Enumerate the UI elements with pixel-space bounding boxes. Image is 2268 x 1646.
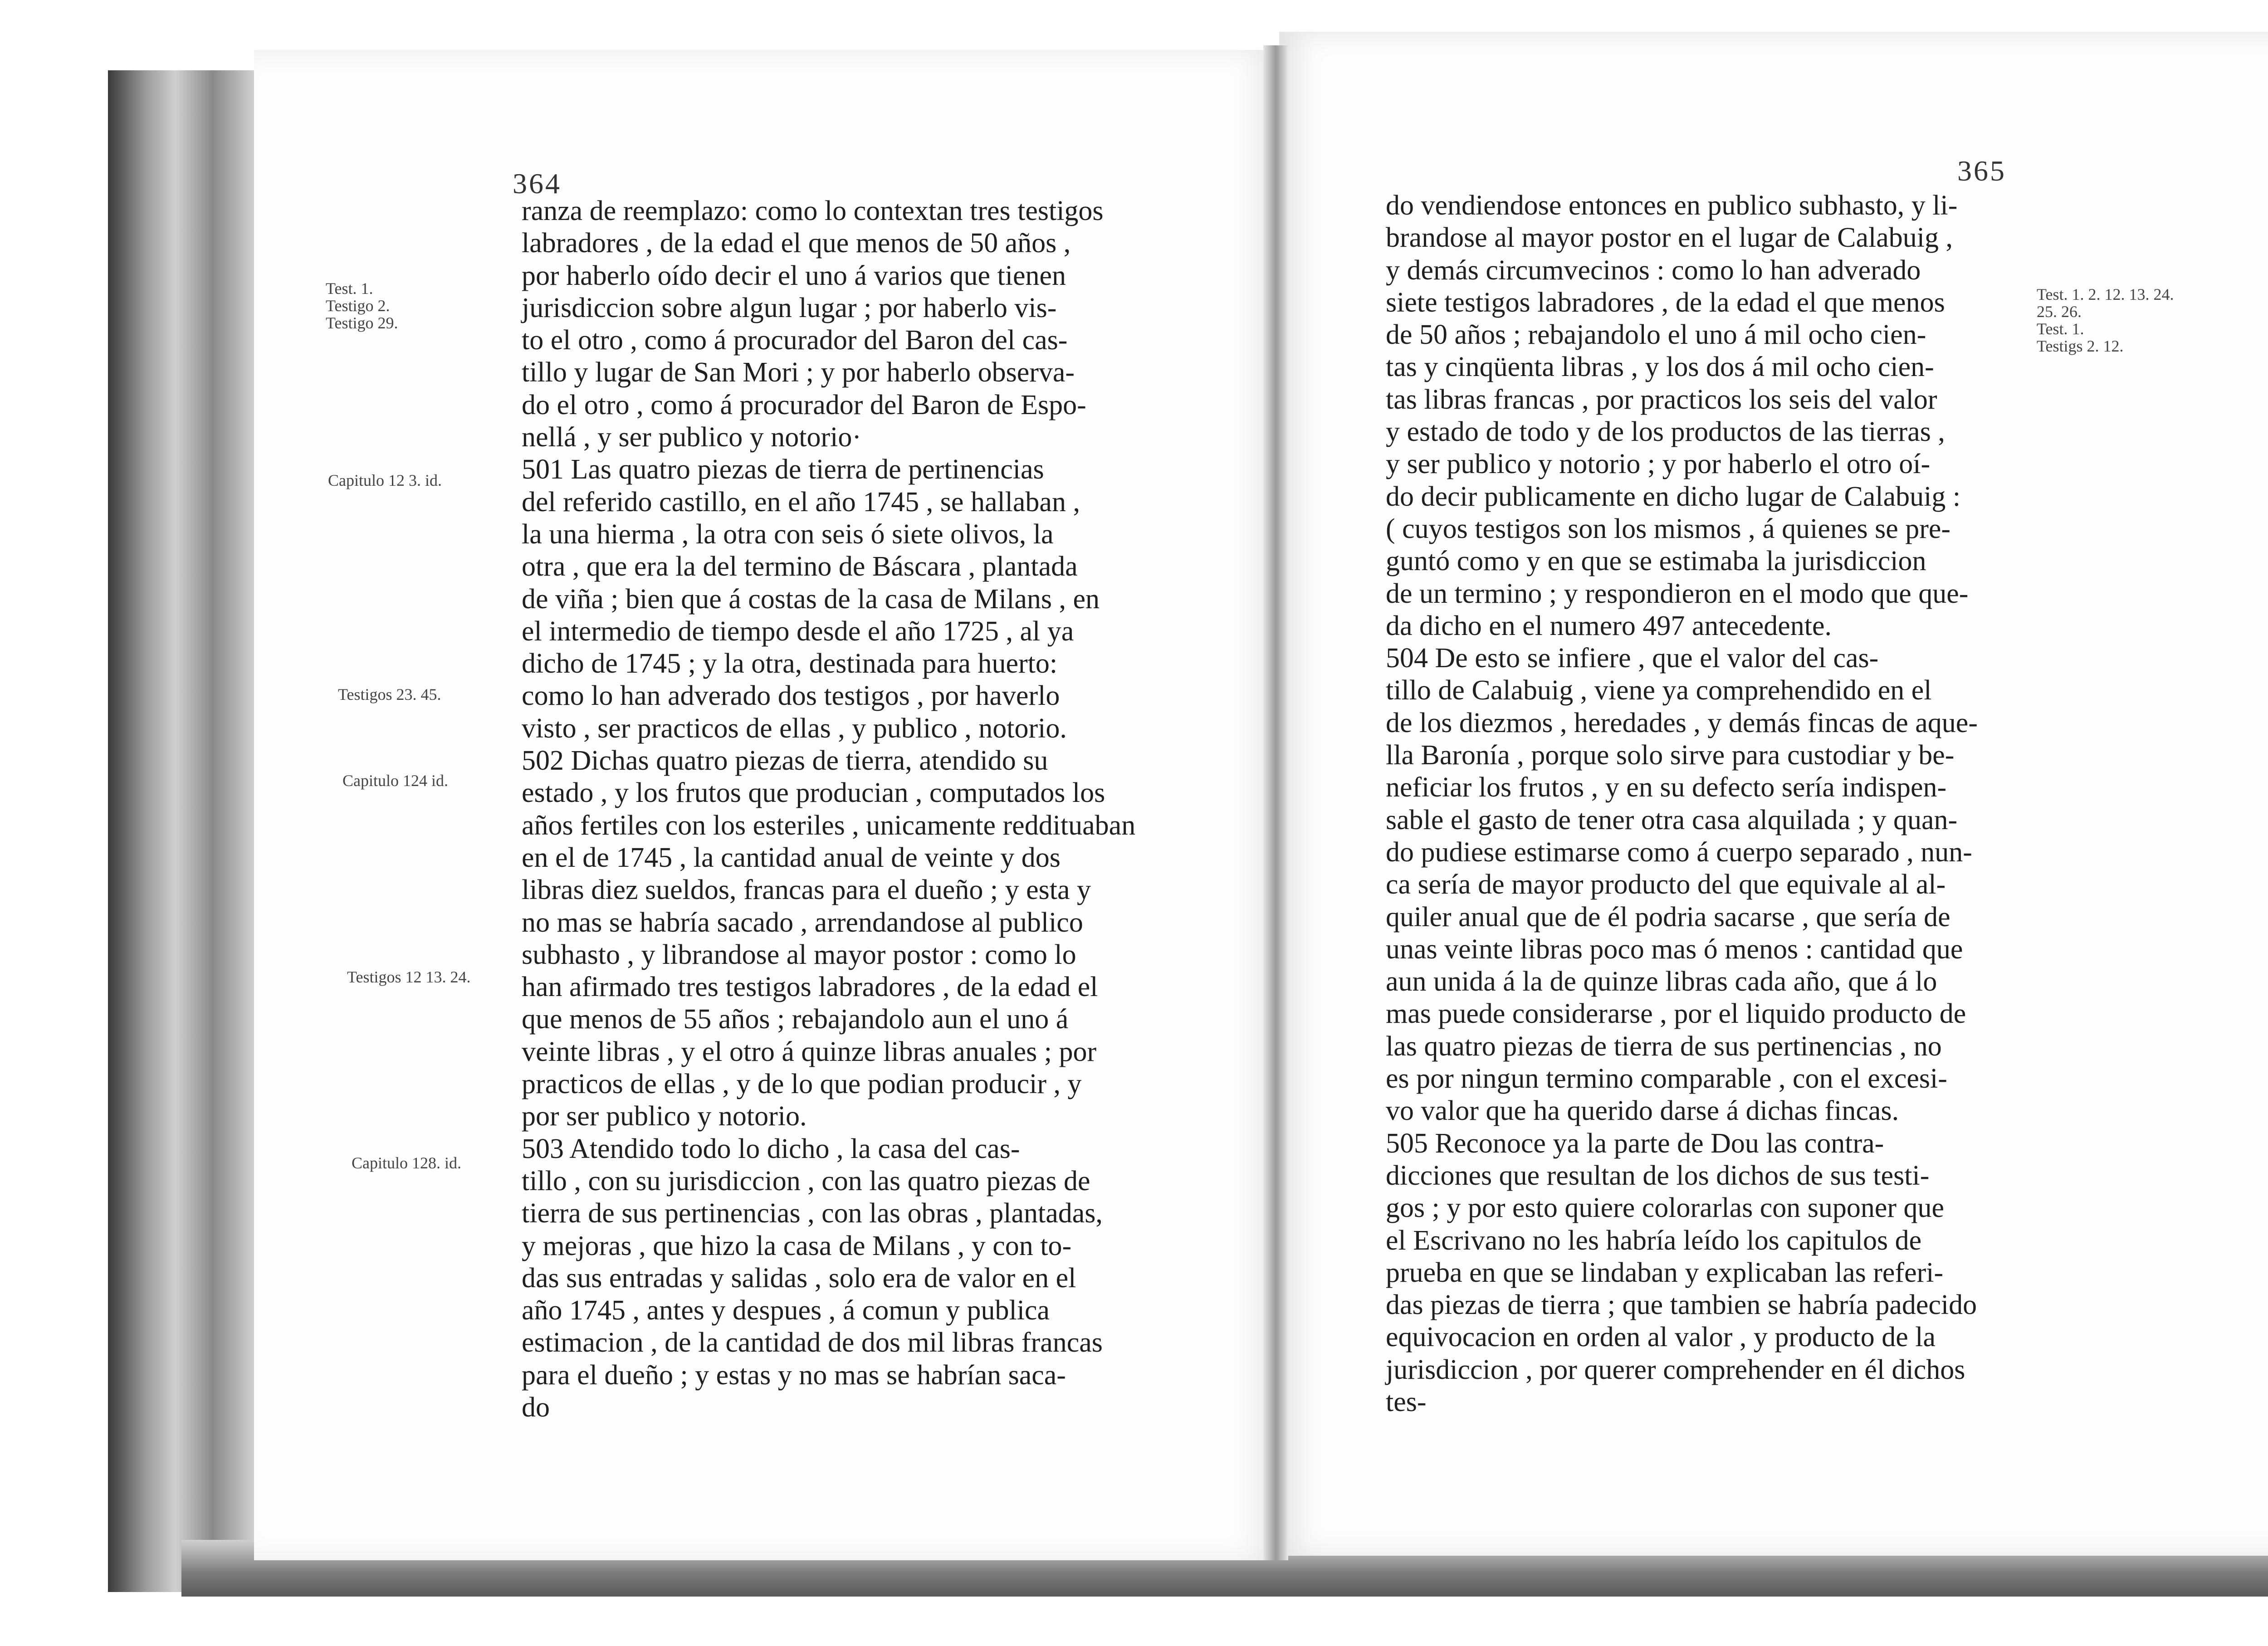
text-line: do pudiese estimarse como á cuerpo separado , nun- [1386,836,1972,868]
text-line: y estado de todo y de los productos de las tierras , [1386,416,1945,448]
text-line: tas libras francas , por practicos los seis del valor [1386,384,1937,415]
text-line: prueba en que se lindaban y explicaban las referi- [1386,1257,1944,1288]
text-line: tas y cinqüenta libras , y los dos á mil ocho cien- [1386,352,1934,383]
text-line: brandose al mayor postor en el lugar de Calabuig , [1386,222,1953,254]
left-margin-note-6: Capitulo 128. id. [352,1154,461,1172]
text-line: 501 Las quatro piezas de tierra de pertinencias [522,454,1044,485]
text-line: jurisdiccion , por querer comprehender en él dichos [1386,1354,1965,1385]
text-line: de los diezmos , heredades , y demás fincas de aque- [1386,707,1978,738]
text-line: subhasto , y librandose al mayor postor : como lo [522,939,1076,970]
text-line: de un termino ; y respondieron en el modo que que- [1386,578,1969,609]
text-line: las quatro piezas de tierra de sus pertinencias , no [1386,1031,1942,1062]
text-line: labradores , de la edad el que menos de 50 años , [522,228,1071,259]
text-line: que menos de 55 años ; rebajandolo aun el uno á [522,1004,1069,1035]
text-line: estimacion , de la cantidad de dos mil libras francas [522,1327,1103,1358]
text-line: do vendiendose entonces en publico subhasto, y li- [1386,190,1958,221]
left-margin-note-3: Testigos 23. 45. [338,685,441,703]
left-margin-note-2: Capitulo 12 3. id. [328,471,442,489]
text-line: veinte libras , y el otro á quinze libras anuales ; por [522,1036,1097,1067]
right-page-number: 365 [1957,155,2006,187]
text-line: estado , y los frutos que producian , computados los [522,777,1105,809]
text-line: 504 De esto se infiere , que el valor del cas- [1386,643,1879,674]
text-line: neficiar los frutos , y en su defecto sería indispen- [1386,772,1947,803]
text-line: ( cuyos testigos son los mismos , á quienes se pre- [1386,513,1951,544]
text-line: han afirmado tres testigos labradores , de la edad el [522,972,1098,1003]
text-line: por haberlo oído decir el uno á varios que tienen [522,260,1066,291]
text-line: to el otro , como á procurador del Baron del cas- [522,325,1068,356]
right-margin-note-1: Test. 1. 2. 12. 13. 24. 25. 26. Test. 1. Testigs 2. 12. [2037,285,2174,355]
text-line: 503 Atendido todo lo dicho , la casa del cas- [522,1133,1020,1164]
text-line: el Escrivano no les habría leído los capitulos de [1386,1225,1922,1256]
text-line: en el de 1745 , la cantidad anual de veinte y dos [522,842,1061,873]
text-line: ca sería de mayor producto del que equivale al al- [1386,869,1946,900]
text-line: ranza de reemplazo: como lo contextan tres testigos [522,195,1104,226]
text-line: jurisdiccion sobre algun lugar ; por haberlo vis- [522,292,1057,323]
text-line: y demás circumvecinos : como lo han adverado [1386,254,1921,286]
text-line: tillo de Calabuig , viene ya comprehendido en el [1386,675,1932,706]
text-line: vo valor que ha querido darse á dichas fincas. [1386,1095,1899,1127]
text-line: sable el gasto de tener otra casa alquilada ; y quan- [1386,804,1958,835]
text-line: años fertiles con los esteriles , unicamente reddituaban [522,810,1136,841]
text-line: no mas se habría sacado , arrendandose al publico [522,907,1083,938]
text-line: practicos de ellas , y de lo que podian producir , y [522,1069,1082,1100]
text-line: quiler anual que de él podria sacarse , que sería de [1386,901,1950,933]
text-line: do decir publicamente en dicho lugar de Calabuig : [1386,481,1961,512]
text-line: de 50 años ; rebajandolo el uno á mil ocho cien- [1386,319,1926,351]
left-page-number: 364 [513,167,562,200]
text-line: das piezas de tierra ; que tambien se habría padecido [1386,1289,1977,1321]
text-line: das sus entradas y salidas , solo era de valor en el [522,1262,1076,1294]
text-line: do [522,1392,550,1423]
text-line: siete testigos labradores , de la edad el que menos [1386,287,1945,318]
text-line: equivocacion en orden al valor , y producto de la [1386,1322,1936,1353]
text-line: 502 Dichas quatro piezas de tierra, atendido su [522,745,1048,777]
text-line: 505 Reconoce ya la parte de Dou las contra- [1386,1128,1884,1159]
text-line: para el dueño ; y estas y no mas se habrían saca- [522,1359,1066,1391]
text-line: tierra de sus pertinencias , con las obras , plantadas, [522,1198,1103,1229]
text-line: nellá , y ser publico y notorio· [522,422,861,453]
text-line: del referido castillo, en el año 1745 , se hallaban , [522,486,1080,518]
text-line: mas puede considerarse , por el liquido producto de [1386,998,1966,1030]
book-fore-edge [108,70,258,1592]
text-line: dicho de 1745 ; y la otra, destinada para huerto: [522,648,1058,679]
text-line: y mejoras , que hizo la casa de Milans , y con to- [522,1230,1072,1261]
text-line: tes- [1386,1386,1427,1417]
text-line: por ser publico y notorio. [522,1101,807,1132]
text-line: tillo y lugar de San Mori ; y por haberlo observa- [522,357,1075,388]
text-line: el intermedio de tiempo desde el año 1725 , al ya [522,615,1074,647]
right-page-text [1386,190,1978,1418]
text-line: da dicho en el numero 497 antecedente. [1386,610,1832,641]
text-line: aun unida á la de quinze libras cada año, que á lo [1386,966,1937,997]
left-margin-note-4: Capitulo 124 id. [342,772,448,790]
text-line: do el otro , como á procurador del Baron de Espo- [522,389,1086,420]
text-line: tillo , con su jurisdiccion , con las quatro piezas de [522,1165,1090,1197]
text-line: guntó como y en que se estimaba la jurisdiccion [1386,546,1926,577]
text-line: la una hierma , la otra con seis ó siete olivos, la [522,518,1054,550]
text-line: lla Baronía , porque solo sirve para custodiar y be- [1386,740,1955,771]
book-gutter [1263,45,1288,1560]
text-line: gos ; y por esto quiere colorarlas con suponer que [1386,1192,1945,1224]
left-margin-note-1: Test. 1. Testigo 2. Testigo 29. [326,279,398,332]
text-line: libras diez sueldos, francas para el dueño ; y esta y [522,874,1091,906]
text-line: otra , que era la del termino de Báscara , plantada [522,551,1078,582]
text-line: dicciones que resultan de los dichos de sus testi- [1386,1160,1930,1191]
text-line: visto , ser practicos de ellas , y publico , notorio. [522,713,1067,744]
text-line: unas veinte libras poco mas ó menos : cantidad que [1386,933,1963,965]
text-line: y ser publico y notorio ; y por haberlo el otro oí- [1386,449,1931,480]
left-page-text [522,195,1135,1424]
text-line: como lo han adverado dos testigos , por haverlo [522,680,1060,712]
text-line: de viña ; bien que á costas de la casa de Milans , en [522,583,1100,615]
text-line: año 1745 , antes y despues , á comun y publica [522,1295,1050,1326]
left-margin-note-5: Testigos 12 13. 24. [347,968,471,986]
text-line: es por ningun termino comparable , con el excesi- [1386,1063,1947,1094]
